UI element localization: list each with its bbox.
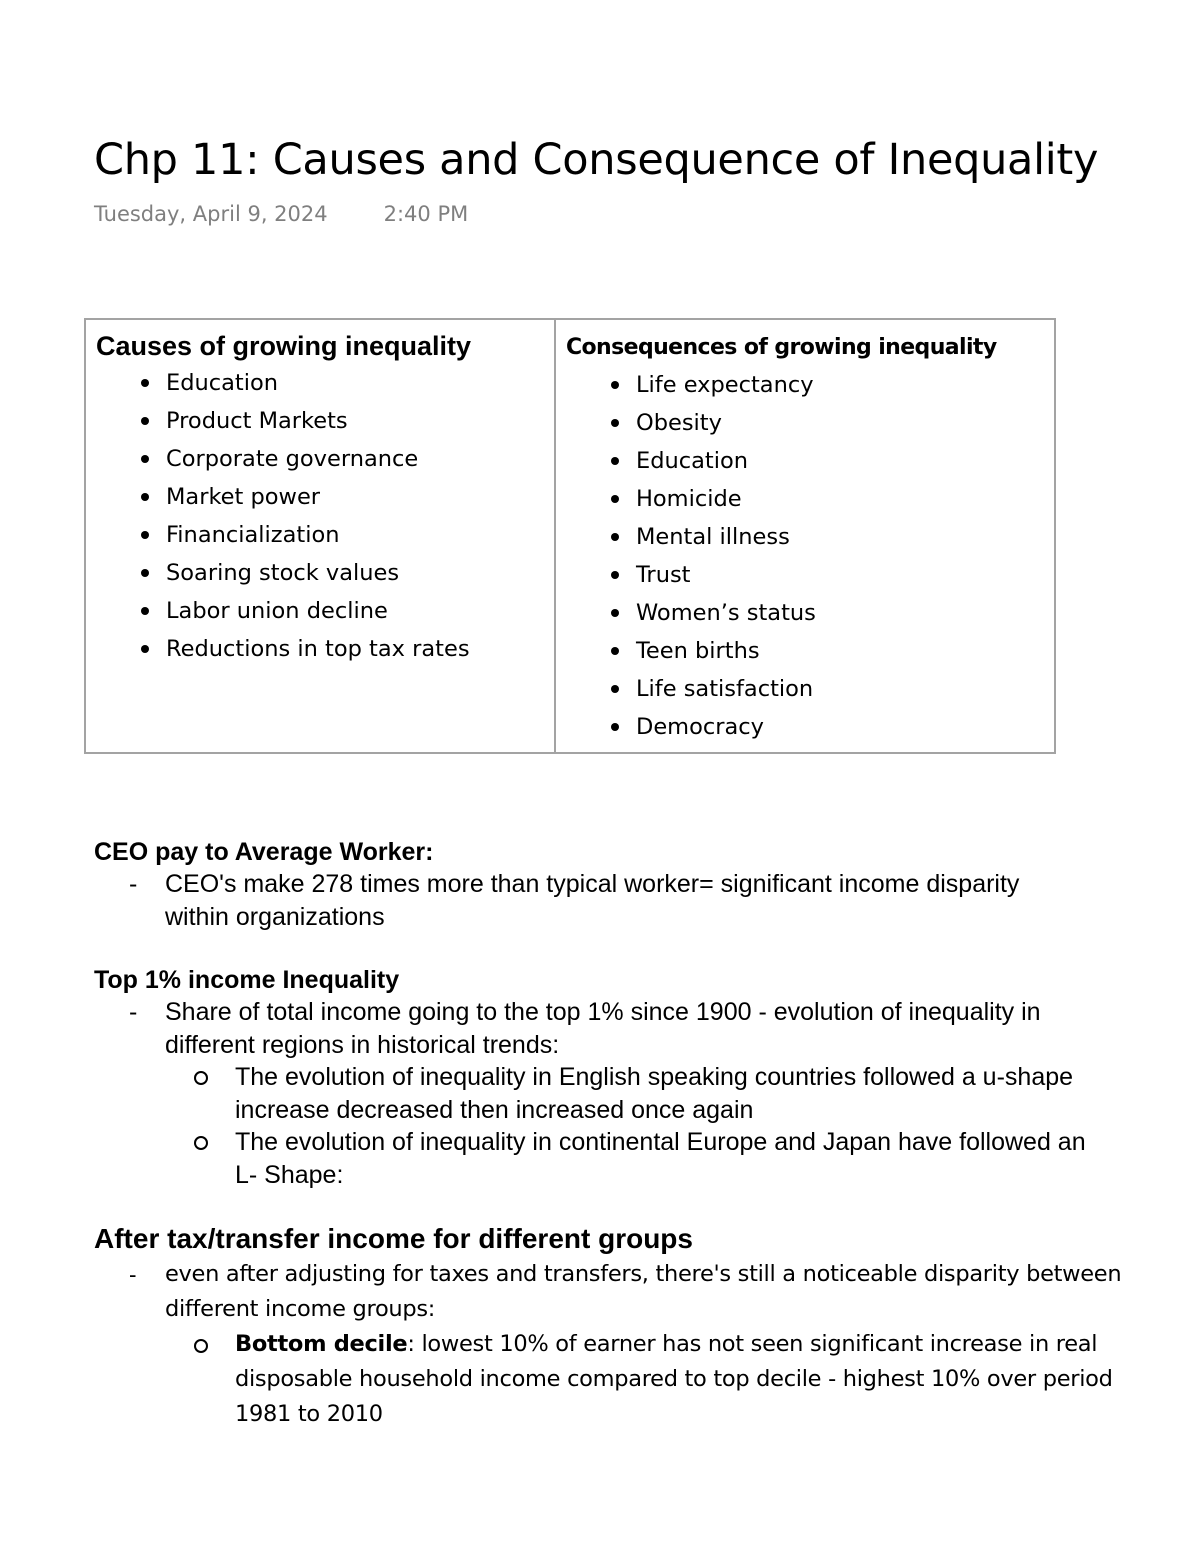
text-span: : lowest 10% of earner has not seen significant increase in real [407, 1331, 1098, 1357]
consequences-cell [555, 319, 1055, 753]
dash-item [94, 1257, 1200, 1327]
text-line: increase decreased then increased once again [235, 1095, 754, 1124]
causes-consequences-table [84, 318, 1056, 754]
consequences-list [556, 366, 1054, 746]
text-line: The evolution of inequality in continental Europe and Japan have followed an [235, 1128, 1086, 1156]
list-item: Reductions in top tax rates [166, 630, 554, 668]
causes-list [86, 364, 554, 668]
note-time: 2:40 PM [383, 202, 469, 226]
causes-cell [85, 319, 555, 753]
ceo-pay-section [94, 836, 1200, 933]
sub-item [94, 1126, 1200, 1191]
text-line: L- Shape: [235, 1160, 344, 1189]
text-line: even after adjusting for taxes and transfers, there's still a noticeable disparity between [165, 1261, 1122, 1287]
sub-item [94, 1327, 1200, 1432]
dash-marker: - [129, 998, 138, 1026]
list-item: Women’s status [636, 594, 1054, 632]
consequences-heading: Consequences of growing inequality [566, 335, 997, 360]
list-item: Homicide [636, 480, 1054, 518]
bold-term: Bottom decile [235, 1331, 408, 1357]
list-item: Labor union decline [166, 592, 554, 630]
list-item: Corporate governance [166, 440, 554, 478]
list-item: Life satisfaction [636, 670, 1054, 708]
text-line: Share of total income going to the top 1% since 1900 - evolution of inequality in [165, 998, 1041, 1026]
text-line [235, 1327, 1200, 1362]
section-heading: CEO pay to Average Worker: [94, 838, 434, 866]
list-item: Teen births [636, 632, 1054, 670]
text-line: different regions in historical trends: [165, 1030, 560, 1059]
circle-bullet-icon [194, 1136, 208, 1150]
text-line: The evolution of inequality in English speaking countries followed a u-shape [235, 1063, 1074, 1091]
dash-item [94, 868, 1200, 933]
circle-bullet-icon [194, 1071, 208, 1085]
list-item: Education [166, 364, 554, 402]
page-title: Chp 11: Causes and Consequence of Inequality [94, 135, 1099, 185]
dash-item [94, 996, 1200, 1061]
text-line: disposable household income compared to top decile - highest 10% over period [235, 1366, 1113, 1392]
text-line: different income groups: [165, 1296, 436, 1322]
list-item: Soaring stock values [166, 554, 554, 592]
list-item: Education [636, 442, 1054, 480]
note-timestamp [94, 200, 468, 228]
after-tax-section [94, 1221, 1200, 1432]
dash-marker: - [129, 870, 138, 898]
list-item: Financialization [166, 516, 554, 554]
text-line: CEO's make 278 times more than typical worker= significant income disparity [165, 870, 1020, 898]
text-line: 1981 to 2010 [235, 1401, 383, 1427]
circle-bullet-icon [194, 1339, 208, 1353]
causes-heading: Causes of growing inequality [96, 331, 472, 361]
list-item: Mental illness [636, 518, 1054, 556]
section-heading: After tax/transfer income for different groups [94, 1223, 693, 1254]
sub-item [94, 1061, 1200, 1126]
list-item: Trust [636, 556, 1054, 594]
list-item: Market power [166, 478, 554, 516]
dash-marker: - [129, 1262, 137, 1287]
section-heading: Top 1% income Inequality [94, 966, 400, 994]
text-line: within organizations [165, 902, 385, 931]
list-item: Life expectancy [636, 366, 1054, 404]
list-item: Product Markets [166, 402, 554, 440]
note-date: Tuesday, April 9, 2024 [94, 202, 328, 226]
top1-section [94, 964, 1200, 1191]
list-item: Democracy [636, 708, 1054, 746]
list-item: Obesity [636, 404, 1054, 442]
